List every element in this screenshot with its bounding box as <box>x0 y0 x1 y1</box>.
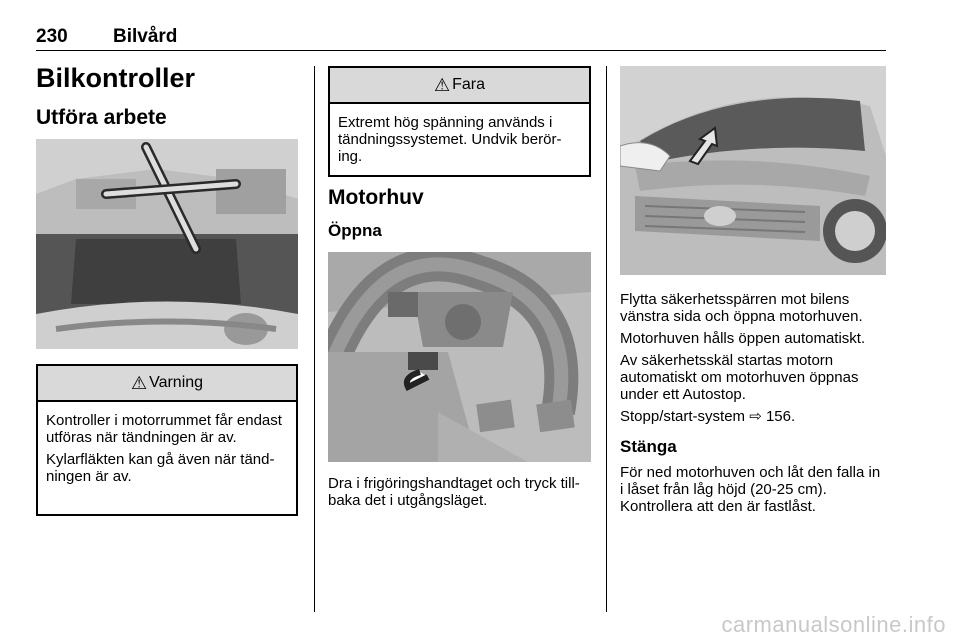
subsection-heading: Öppna <box>328 221 382 240</box>
watermark: carmanualsonline.info <box>721 612 946 637</box>
danger-heading: Fara <box>452 76 486 93</box>
danger-box <box>328 66 591 177</box>
instruction-text: För ned motorhuven och låt den falla in i låset från låg höjd (20-25 cm). Kontrollera att den är fastlåst. <box>620 464 881 515</box>
figure-caption: Dra i frigöringshandtaget och tryck till-baka det i utgångsläget. <box>328 475 580 509</box>
engine-bay-illustration <box>36 139 298 349</box>
cross-reference <box>620 408 886 425</box>
page-number: 230 <box>36 26 68 47</box>
page-reference-icon: ⇨ <box>749 408 762 425</box>
warning-text: Kylarfläkten kan gå även när tänd-ningen är av. <box>46 451 275 485</box>
instruction-text: Motorhuven hålls öppen automatiskt. <box>620 330 866 347</box>
column-divider <box>606 66 607 612</box>
section-heading: Utföra arbete <box>36 106 167 129</box>
hood-release-illustration <box>328 252 591 462</box>
hood-open-illustration <box>620 66 886 275</box>
warning-triangle-icon: ⚠ <box>433 74 451 95</box>
warning-text: Kontroller i motorrummet får endast utföras när tändningen är av. <box>46 412 282 446</box>
column-divider <box>314 66 315 612</box>
cross-reference-page[interactable]: 156. <box>765 408 796 425</box>
danger-box-header <box>330 68 589 104</box>
instruction-text: Flytta säkerhetsspärren mot bilens vänstra sida och öppna motorhuven. <box>620 291 863 325</box>
subsection-heading: Stänga <box>620 437 677 456</box>
instruction-text: Av säkerhetsskäl startas motorn automatiskt om motorhuven öppnas under ett Autostop. <box>620 352 859 403</box>
section-heading: Motorhuv <box>328 186 424 209</box>
warning-box-header <box>38 366 296 402</box>
warning-box <box>36 364 298 516</box>
page-heading: Bilkontroller <box>36 63 196 93</box>
warning-triangle-icon: ⚠ <box>130 372 148 393</box>
warning-heading: Varning <box>149 374 204 391</box>
cross-reference-text: Stopp/start-system <box>620 408 746 425</box>
header-rule <box>36 50 886 51</box>
danger-text: Extremt hög spänning används i tändningssystemet. Undvik berör-ing. <box>338 114 562 165</box>
section-title: Bilvård <box>113 26 178 47</box>
